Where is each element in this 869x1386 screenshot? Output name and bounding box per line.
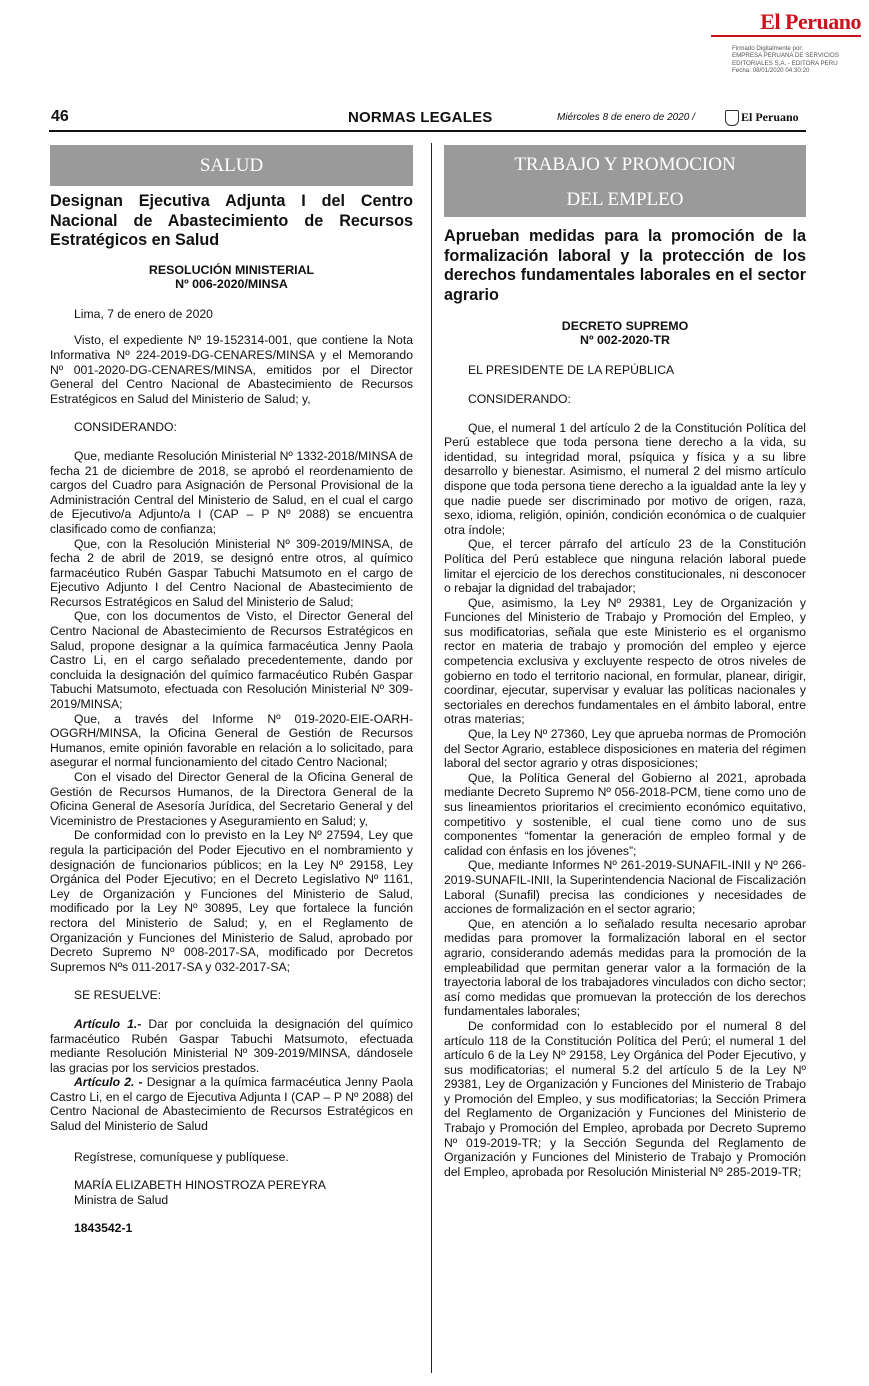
resolution-number [50, 263, 413, 291]
paragraph: Que, la Política General del Gobierno al 2021, aprobada mediante Decreto Supremo Nº 056-2018-PCM, tiene como uno de sus lineamientos prioritarios el crecimiento económico equitativo, competitivo y sostenible, el cual tiene como uno de sus componentes “fomentar la generación de empleo formal y de calidad con énfasis en los jóvenes”; [444, 770, 806, 858]
signature-line: EMPRESA PERUANA DE SERVICIOS [732, 52, 839, 60]
closing-formula: Regístrese, comuníquese y publíquese. [74, 1149, 289, 1164]
section-banner-trabajo [444, 145, 806, 217]
resolution-code: Nº 006-2020/MINSA [175, 276, 288, 291]
decree-code: Nº 002-2020-TR [580, 333, 670, 348]
right-column [444, 145, 806, 1179]
article-2-label: Artículo 2. - [74, 1075, 143, 1090]
paragraph: Con el visado del Director General de la Oficina General de Gestión de Recursos Humanos, de la Directora General de la Oficina General de Asesoría Jurídica, del Secretario General y del Viceministro de Prestaciones y Aseguramiento en Salud; y, [50, 770, 413, 828]
shield-icon [725, 110, 739, 126]
signature-line: Fecha: 08/01/2020 04:30:20 [732, 67, 810, 75]
signer-name: MARÍA ELIZABETH HINOSTROZA PEREYRA [74, 1178, 326, 1193]
logo-underline [711, 35, 861, 37]
section-banner-salud: SALUD [50, 145, 413, 186]
section-title: NORMAS LEGALES [348, 109, 493, 126]
article-2 [50, 1075, 413, 1133]
right-body [444, 363, 806, 1179]
paragraph: Visto, el expediente Nº 19-152314-001, que contiene la Nota Informativa Nº 224-2019-DG-CENARES/MINSA y el Memorando Nº 001-2020-DG-CENARES/MINSA, emitidos por el Director General del Centro Nacional de Abastecimiento de Recursos Estratégicos en Salud del Ministerio de Salud; y, [50, 333, 413, 406]
paragraph: Que, asimismo, la Ley Nº 29381, Ley de Organización y Funciones del Ministerio de Trabajo y Promoción del Empleo, y sus modificatorias, señala que este Ministerio es el organismo rector en materia de trabajo y promoción del empleo y ejerce competencia exclusiva y excluyente respecto de otros niveles de gobierno en todo el territorio nacional, en formular, planear, dirigir, coordinar, ejecutar, supervisar y evaluar las políticas nacionales y sectoriales en derechos fundamentales en el ámbito laboral, entre otras materias; [444, 595, 806, 727]
signature-line: EDITORIALES S.A. - EDITORA PERU [732, 59, 838, 67]
banner-line: TRABAJO Y PROMOCION [514, 154, 736, 175]
paragraph: Que, mediante Resolución Ministerial Nº 1332-2018/MINSA de fecha 21 de diciembre de 2018, se aprobó el reordenamiento de cargos del Cuadro para Asignación de Personal Provisional de la Administración Central del Ministerio de Salud, en el cual el cargo de Ejecutivo/a Adjunto/a I (CAP – P Nº 2088) se encuentra clasificado como de confianza; [50, 448, 413, 536]
considerando-heading: CONSIDERANDO: [468, 391, 571, 406]
el-peruano-logo: El Peruano [760, 9, 861, 34]
resuelve-heading: SE RESUELVE: [74, 988, 162, 1003]
paragraph: De conformidad con lo previsto en la Ley Nº 27594, Ley que regula la participación del Poder Ejecutivo en el nombramiento y designación de funcionarios públicos; en la Ley Nº 29158, Ley Orgánica del Poder Ejecutivo; en el Decreto Legislativo Nº 1161, Ley de Organización y Funciones del Ministerio de Salud, modificado por la Ley Nº 30895, Ley que fortalece la función rectora del Ministerio de Salud; y, en el Reglamento de Organización y Funciones del Ministerio de Salud, aprobado por Decreto Supremo Nº 008-2017-SA, modificado por Decretos Supremos Nºs 011-2017-SA y 032-2017-SA; [50, 828, 413, 974]
page-number: 46 [51, 108, 69, 125]
paragraph: Que, el tercer párrafo del artículo 23 de la Constitución Política del Perú establece que ninguna relación laboral puede limitar el ejercicio de los derechos constitucionales, ni desconocer o rebajar la dignidad del trabajador; [444, 537, 806, 596]
publication-code: 1843542-1 [74, 1221, 133, 1236]
signer-role: Ministra de Salud [74, 1192, 169, 1207]
considerando-heading: CONSIDERANDO: [74, 420, 177, 435]
left-body [50, 307, 413, 1236]
paragraph: Que, con la Resolución Ministerial Nº 309-2019/MINSA, de fecha 2 de abril de 2019, se designó entre otros, al químico farmacéutico Rubén Gaspar Tabuchi Matsumoto en el cargo de Ejecutivo Adjunto I del Centro Nacional de Abastecimiento de Recursos Estratégicos en Salud del Ministerio de Salud; [50, 536, 413, 609]
paragraph: Que, a través del Informe Nº 019-2020-EIE-OARH-OGGRH/MINSA, la Oficina General de Gestión de Recursos Humanos, emite opinión favorable en relación a lo solicitado, para asegurar el normal funcionamiento del citado Centro Nacional; [50, 711, 413, 770]
left-column [50, 145, 413, 1236]
paragraph: Que, la Ley Nº 27360, Ley que aprueba normas de Promoción del Sector Agrario, establece disposiciones en materia del régimen laboral del sector agrario y otras disposiciones; [444, 727, 806, 771]
article-1-text: Dar por concluida la designación del químico farmacéutico Rubén Gaspar Tabuchi Matsumoto, efectuada mediante Resolución Ministerial Nº 309-2019/MINSA, dándosele las gracias por los servicios prestados. [50, 1016, 413, 1075]
column-divider [431, 143, 432, 1373]
banner-line: DEL EMPLEO [566, 189, 684, 210]
right-headline: Aprueban medidas para la promoción de la formalización laboral y la protección de los derechos fundamentales laborales en el sector agrario [444, 227, 806, 304]
header-date: Miércoles 8 de enero de 2020 / [557, 112, 695, 123]
signature-line: Firmado Digitalmente por: [732, 45, 804, 52]
left-headline: Designan Ejecutiva Adjunta I del Centro Nacional de Abastecimiento de Recursos Estratégicos en Salud [50, 192, 413, 250]
place-date: Lima, 7 de enero de 2020 [74, 306, 213, 321]
decree-type: DECRETO SUPREMO [561, 319, 689, 334]
paragraph: De conformidad con lo establecido por el numeral 8 del artículo 118 de la Constitución Política del Perú; el numeral 1 del artículo 6 de la Ley Nº 29158, Ley Orgánica del Poder Ejecutivo, y sus modificatorias; el numeral 5.2 del artículo 5 de la Ley Nº 29381, Ley de Organización y Funciones del Ministerio de Trabajo y Promoción del Empleo, y sus modificatorias; la Sección Primera del Reglamento de Organización y Funciones del Ministerio de Trabajo y Promoción del Empleo, aprobada por Decreto Supremo Nº 019-2019-TR; y la Sección Segunda del Reglamento de Organización y Funciones del Ministerio de Trabajo y Promoción del Empleo, aprobada por Resolución Ministerial Nº 285-2019-TR; [444, 1018, 806, 1179]
page-header [49, 108, 806, 132]
decree-number [444, 319, 806, 347]
article-2-text: Designar a la química farmacéutica Jenny Paola Castro Li, en el cargo de Ejecutiva Adjunta I (CAP – P Nº 2088) del Centro Nacional de Abastecimiento de Recursos Estratégicos en Salud del Ministerio de Salud [50, 1075, 413, 1134]
digital-signature [732, 45, 862, 75]
paragraph: Que, mediante Informes Nº 261-2019-SUNAFIL-INII y Nº 266-2019-SUNAFIL-INII, la Superintendencia Nacional de Fiscalización Laboral (Sunafil) precisa las condiciones y necesidades de acciones de formalización en el sector agrario; [444, 858, 806, 917]
header-logo: El Peruano [741, 110, 799, 124]
article-1 [50, 1017, 413, 1075]
brand-logo [711, 10, 861, 37]
paragraph: Que, en atención a lo señalado resulta necesario aprobar medidas para promover la formalización laboral en el sector agrario, considerando además medidas para la promoción de la empleabilidad que permitan generar valor a la formación de la trayectoria laboral de los trabajadores vinculados con dicho sector; así como medidas que promuevan la protección de los derechos fundamentales laborales; [444, 916, 806, 1019]
article-1-label: Artículo 1.- [74, 1016, 142, 1031]
paragraph: Que, con los documentos de Visto, el Director General del Centro Nacional de Abastecimiento de Recursos Estratégicos en Salud, propone designar a la química farmacéutica Jenny Paola Castro Li, en el cargo señalado precedentemente, dando por concluida la designación del químico farmacéutico Rubén Gaspar Tabuchi Matsumoto, efectuada con Resolución Ministerial Nº 309-2019/MINSA; [50, 609, 413, 712]
paragraph: Que, el numeral 1 del artículo 2 de la Constitución Política del Perú establece que toda persona tiene derecho a la vida, su identidad, su integridad moral, psíquica y física y a su libre desarrollo y bienestar. Asimismo, el numeral 2 del mismo artículo dispone que toda persona tiene derecho a la igualdad ante la ley y que nadie puede ser discriminado por motivo de origen, raza, sexo, idioma, religión, opinión, condición económica o de cualquier otra índole; [444, 420, 806, 537]
presidente-heading: EL PRESIDENTE DE LA REPÚBLICA [468, 363, 675, 378]
resolution-type: RESOLUCIÓN MINISTERIAL [148, 262, 315, 277]
